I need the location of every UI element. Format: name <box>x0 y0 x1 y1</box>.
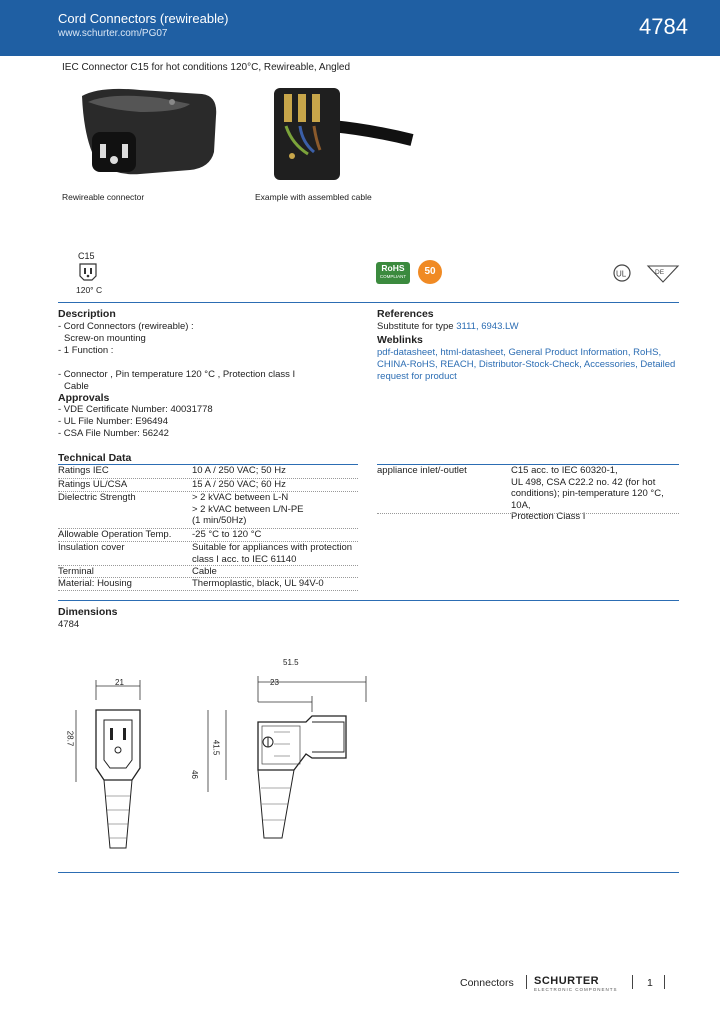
footer-section: Connectors <box>460 977 514 989</box>
description-line: Cable <box>64 381 89 392</box>
row-value: -25 °C to 120 °C <box>192 529 262 540</box>
divider <box>58 872 679 873</box>
dim-51-5: 51.5 <box>283 658 299 667</box>
china-rohs-50-badge: 50 <box>418 260 442 284</box>
brand-tagline: ELECTRONIC COMPONENTS <box>534 987 618 992</box>
approval-line: - VDE Certificate Number: 40031778 <box>58 404 213 415</box>
description-line: - Connector , Pin temperature 120 °C , Protection class I <box>58 369 296 380</box>
product-subtitle: IEC Connector C15 for hot conditions 120°C, Rewireable, Angled <box>62 62 351 73</box>
row-value: Suitable for appliances with protection class I acc. to IEC 61140 <box>192 542 353 565</box>
dim-21: 21 <box>115 678 124 687</box>
references-heading: References <box>377 308 434 320</box>
approval-marks <box>608 262 680 284</box>
divider <box>58 302 679 303</box>
vde-icon <box>648 266 678 282</box>
approvals-heading: Approvals <box>58 392 110 404</box>
brand-name: SCHURTER <box>534 975 600 987</box>
references-prefix: Substitute for type <box>377 321 454 332</box>
description-line: - Cord Connectors (rewireable) : <box>58 321 194 332</box>
row-label: Insulation cover <box>58 542 125 553</box>
approval-line: - CSA File Number: 56242 <box>58 428 169 439</box>
row-value: 15 A / 250 VAC; 60 Hz <box>192 479 286 490</box>
rohs-sub-label: COMPLIANT <box>379 274 407 279</box>
cul-us-icon <box>614 265 630 281</box>
dim-23: 23 <box>270 678 279 687</box>
header-url-link[interactable]: www.schurter.com/PG07 <box>58 28 168 39</box>
description-heading: Description <box>58 308 116 320</box>
side-view-drawing <box>196 662 376 852</box>
caption-assembled: Example with assembled cable <box>255 192 372 202</box>
symbol-temp: 120° C <box>76 285 103 295</box>
divider <box>58 600 679 601</box>
assembled-cable-photo <box>262 82 422 192</box>
dim-28-7: 28.7 <box>65 730 75 747</box>
header-band <box>0 0 720 56</box>
row-value: Cable <box>192 566 217 577</box>
approvals-list <box>58 404 213 440</box>
row-label: Allowable Operation Temp. <box>58 529 172 540</box>
row-label: Dielectric Strength <box>58 492 136 503</box>
rohs-label: RoHS <box>381 263 405 273</box>
row-value: Thermoplastic, black, UL 94V-0 <box>192 578 324 589</box>
product-number: 4784 <box>639 14 688 39</box>
footer-separator <box>632 975 633 989</box>
description-line: - 1 Function : <box>58 345 114 356</box>
description-line: Screw-on mounting <box>64 333 146 344</box>
front-view-drawing <box>60 672 170 852</box>
footer-separator <box>526 975 527 989</box>
row-label: Ratings UL/CSA <box>58 479 128 490</box>
row-value: > 2 kVAC between L-N > 2 kVAC between L/N-PE (1 min/50Hz) <box>192 492 304 526</box>
svg-text:UL: UL <box>616 269 627 279</box>
symbol-type: C15 <box>78 251 95 261</box>
rohs-badge <box>376 262 410 284</box>
row-label: Ratings IEC <box>58 465 109 476</box>
weblinks-list[interactable]: pdf-datasheet, html-datasheet, General Product Information, RoHS, CHINA-RoHS, REACH, Distributor-Stock-Check, Accessories, Detailed request for product <box>377 347 676 382</box>
schurter-logo <box>534 975 618 993</box>
row-value: C15 acc. to IEC 60320-1, UL 498, CSA C22.2 no. 42 (for hot conditions); pin-temperature 120 °C, 10A, Protection Class I <box>511 465 664 522</box>
dim-46: 46 <box>189 770 199 779</box>
svg-text:DE: DE <box>655 269 665 276</box>
dimensions-sub: 4784 <box>58 619 80 630</box>
reference-link[interactable]: 3111, 6943.LW <box>456 321 519 332</box>
page-number: 1 <box>647 977 653 989</box>
row-divider <box>58 590 358 591</box>
dimensions-heading: Dimensions <box>58 606 118 618</box>
row-label: Material: Housing <box>58 578 132 589</box>
row-value: 10 A / 250 VAC; 50 Hz <box>192 465 286 476</box>
caption-rewireable: Rewireable connector <box>62 192 145 202</box>
references-line <box>377 321 519 333</box>
row-label: Terminal <box>58 566 94 577</box>
page-title: Cord Connectors (rewireable) <box>58 11 229 26</box>
c15-symbol-icon <box>76 262 100 282</box>
technical-heading: Technical Data <box>58 452 132 464</box>
description-line <box>58 357 295 369</box>
weblinks-heading: Weblinks <box>377 334 423 346</box>
description-list <box>58 321 295 393</box>
dim-41-5: 41.5 <box>211 739 221 756</box>
row-label: appliance inlet/-outlet <box>377 465 467 476</box>
approval-line: - UL File Number: E96494 <box>58 416 169 427</box>
connector-photo <box>70 82 230 192</box>
footer-separator <box>664 975 665 989</box>
row-divider <box>377 513 679 514</box>
